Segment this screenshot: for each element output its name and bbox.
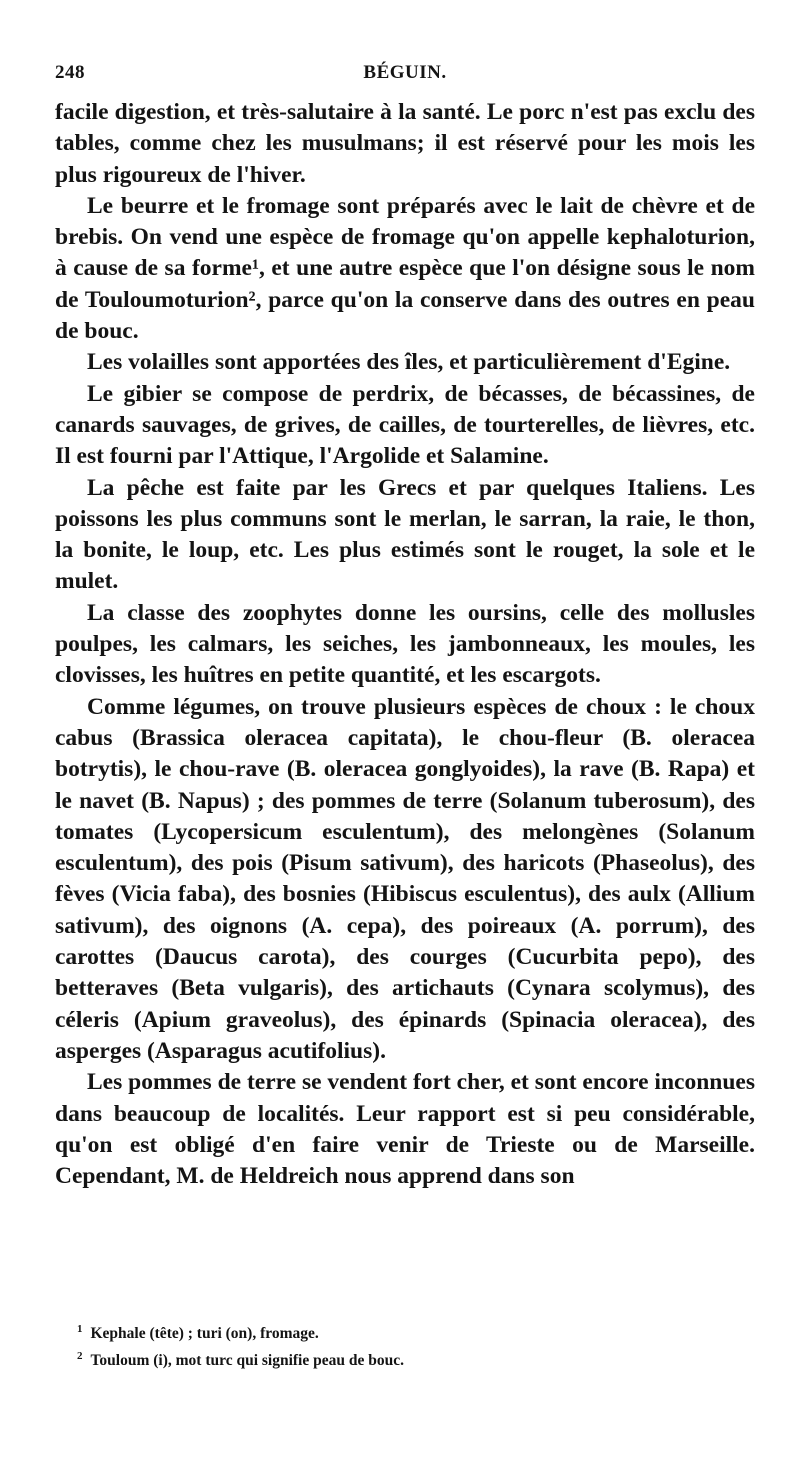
running-head: BÉGUIN. [363, 62, 447, 83]
footnote-mark: 1 [77, 1323, 83, 1335]
footnote [77, 1318, 737, 1345]
paragraph: facile digestion, et très-salutaire à la santé. Le porc n'est pas exclu des tables, comme chez les musulmans; il est réservé pour les mois les plus rigoureux de l'hiver. [55, 99, 755, 188]
footnote-text: Kephale (tête) ; turi (on), fromage. [90, 1325, 319, 1343]
paragraph: Le gibier se compose de perdrix, de bécasses, de bécassines, de canards sauvages, de grives, de cailles, de tourterelles, de lièvres, etc. Il est fourni par l'Attique, l'Argolide et Salamine. [55, 380, 755, 470]
paragraph: Le beurre et le fromage sont préparés avec le lait de chèvre et de brebis. On vend une espèce de fromage qu'on appelle kephaloturion, à cause de sa forme¹, et une autre espèce que l'on désigne sous le nom de Touloumoturion², parce qu'on la conserve dans des outres en peau de bouc. [55, 192, 755, 345]
footnote-text: Touloum (i), mot turc qui signifie peau de bouc. [90, 1352, 404, 1370]
paragraph: Les volailles sont apportées des îles, et particulièrement d'Egine. [87, 349, 731, 376]
page-header [55, 62, 755, 92]
paragraph: La classe des zoophytes donne les oursins, celle des mollusles poulpes, les calmars, les seiches, les jambonneaux, les moules, les clovisses, les huîtres en petite quantité, et les escargots. [55, 599, 755, 689]
page-number: 248 [55, 62, 85, 83]
footnotes [77, 1318, 737, 1372]
body-text [55, 97, 755, 1192]
paragraph: Les pommes de terre se vendent fort cher, et sont encore inconnues dans beaucoup de localités. Leur rapport est si peu considérable, qu'on est obligé d'en faire venir de Trieste ou de Marseille. Cependant, M. de Heldreich nous apprend dans son [55, 1069, 755, 1190]
paragraph: Comme légumes, on trouve plusieurs espèces de choux : le choux cabus (Brassica oleracea capitata), le chou-fleur (B. oleracea botrytis), le chou-rave (B. oleracea gonglyoides), la rave (B. Rapa) et le navet (B. Napus) ; des pommes de terre (Solanum tuberosum), des tomates (Lycopersicum esculentum), des melongènes (Solanum esculentum), des pois (Pisum sativum), des haricots (Phaseolus), des fèves (Vicia faba), des bosnies (Hibiscus esculentus), des aulx (Allium sativum), des oignons (A. cepa), des poireaux (A. porrum), des carottes (Daucus carota), des courges (Cucurbita pepo), des betteraves (Beta vulgaris), des artichauts (Cynara scolymus), des céleris (Apium graveolus), des épinards (Spinacia oleracea), des asperges (Asparagus acutifolius). [55, 693, 755, 1064]
paragraph: La pêche est faite par les Grecs et par quelques Italiens. Les poissons les plus communs sont le merlan, le sarran, la raie, le thon, la bonite, le loup, etc. Les plus estimés sont le rouget, la sole et le mulet. [55, 474, 755, 595]
footnote-mark: 2 [77, 1350, 83, 1363]
footnote [77, 1345, 737, 1372]
